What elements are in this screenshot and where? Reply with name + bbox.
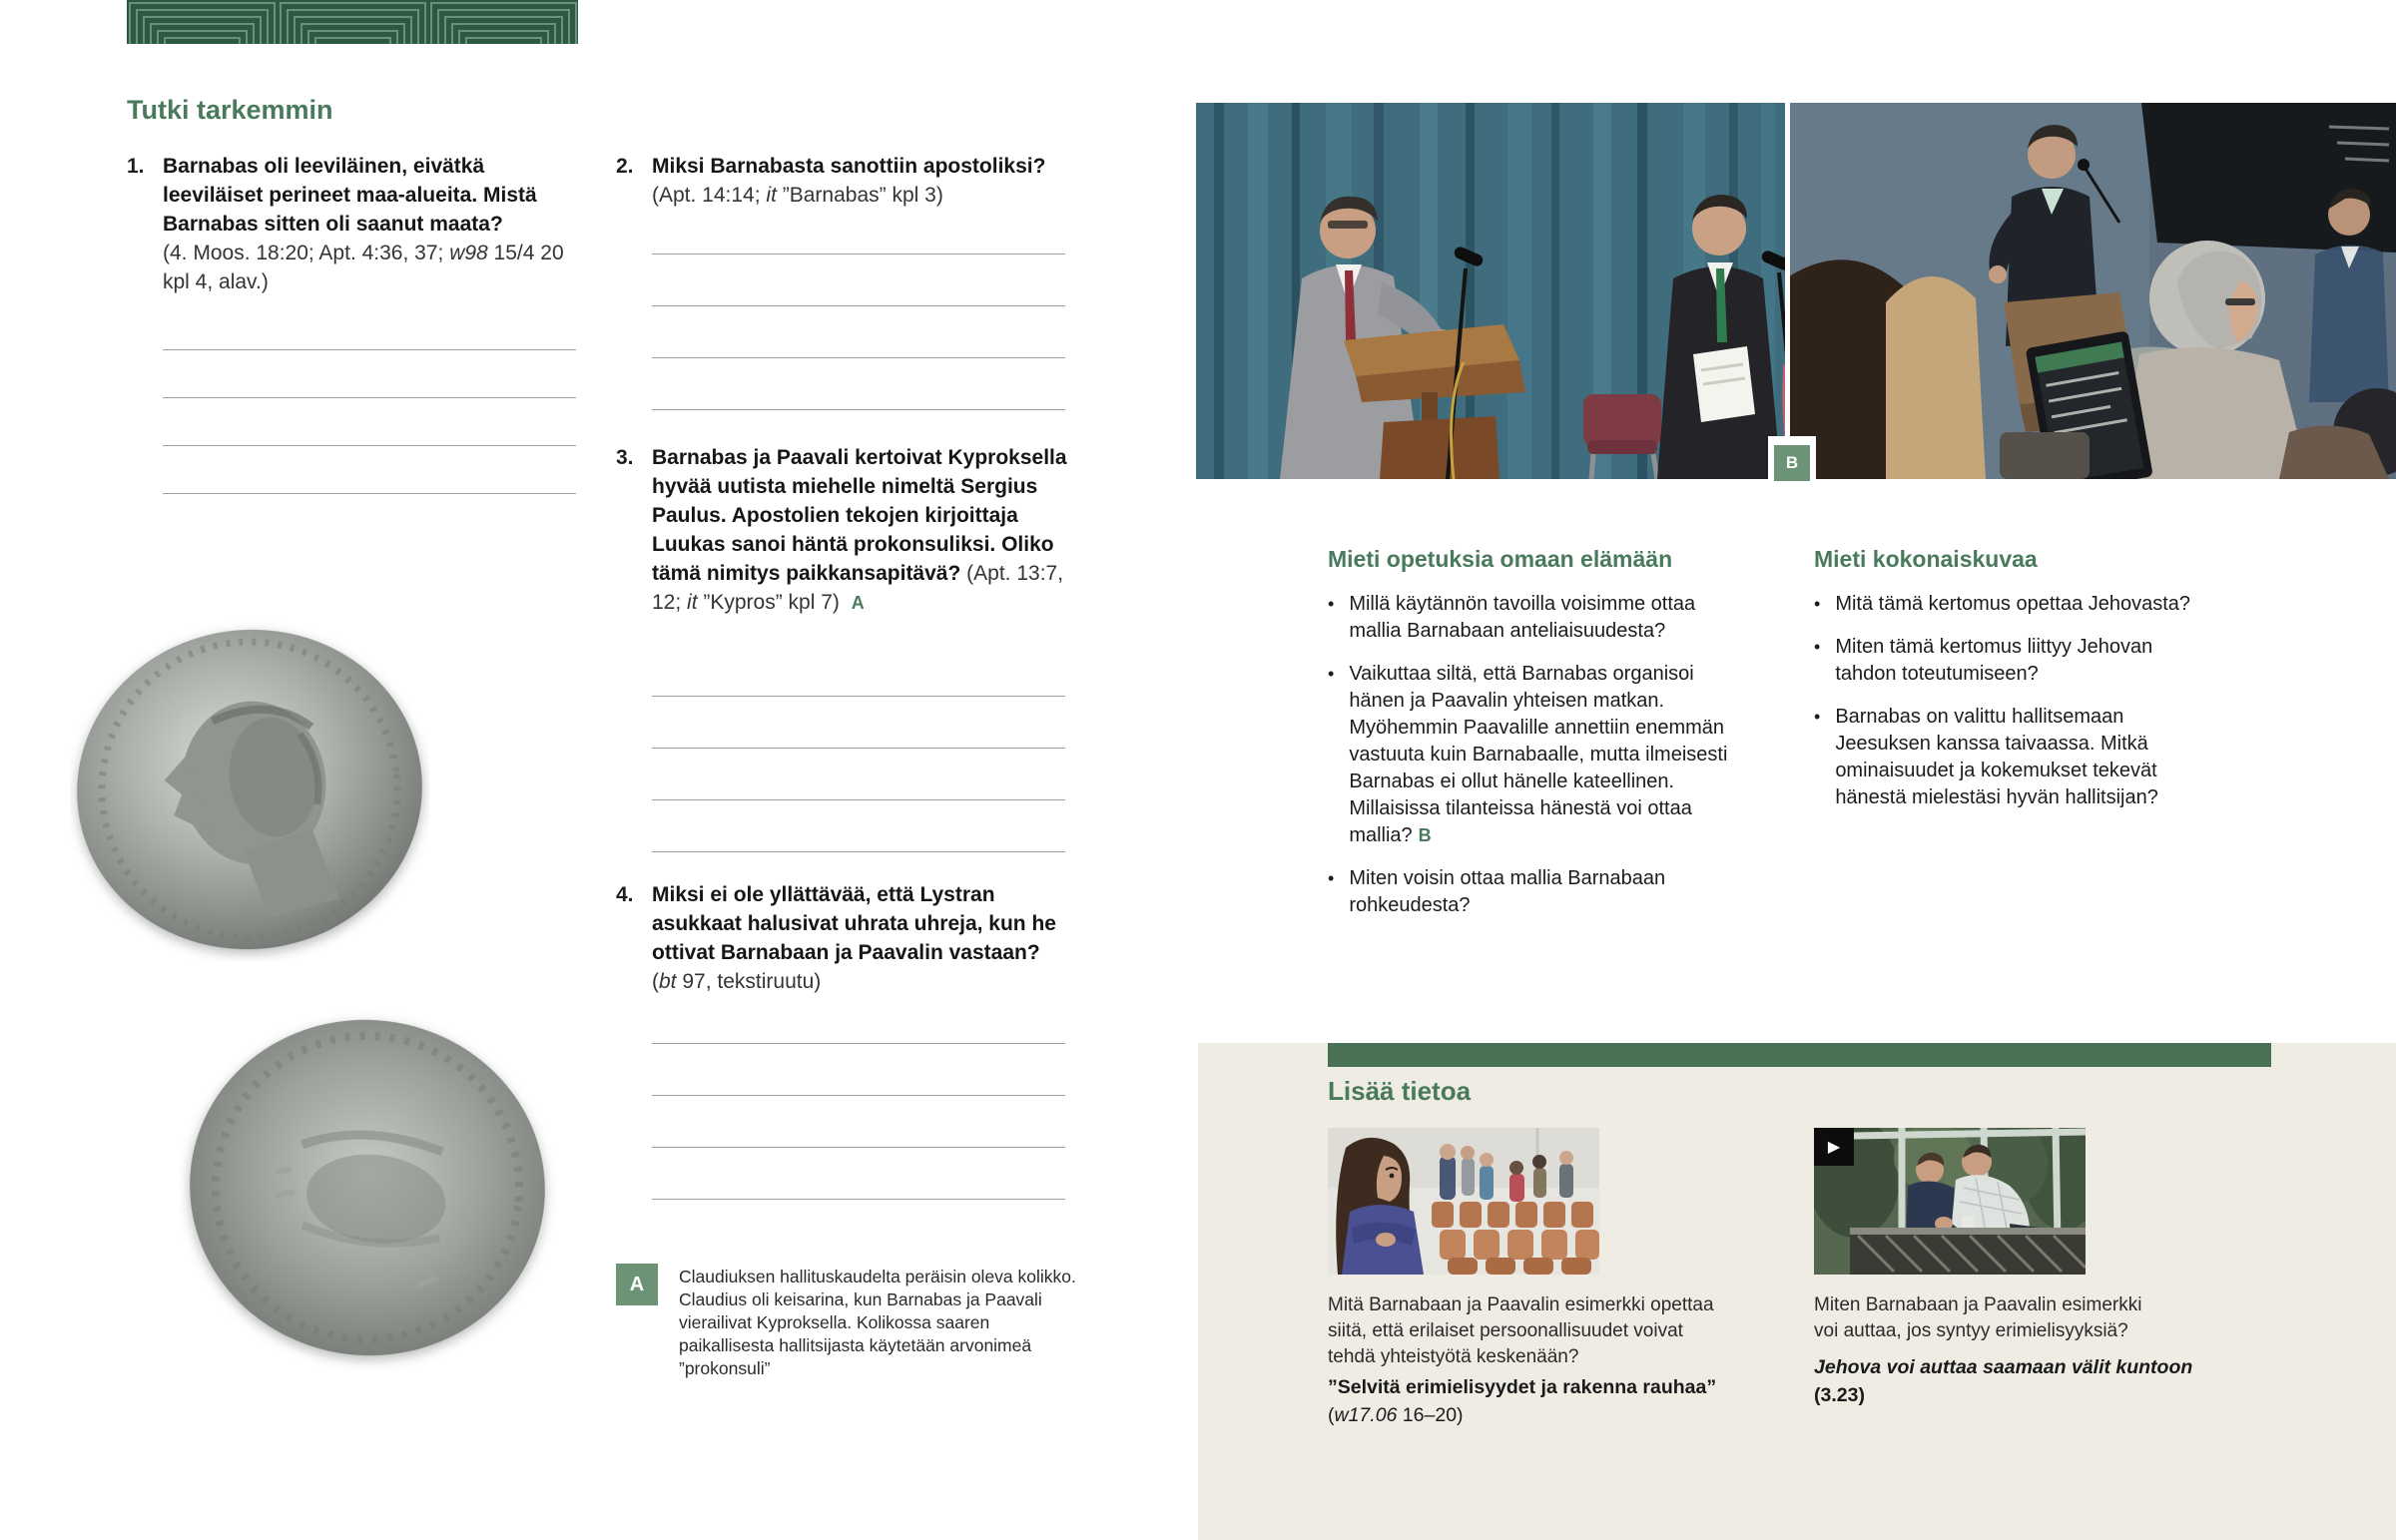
bullet-dot	[1814, 634, 1820, 688]
answer-line	[652, 748, 1065, 749]
bullet-dot	[1814, 704, 1820, 811]
question-3-ref-post: ”Kypros” kpl 7)	[697, 591, 840, 614]
question-1-ref-post: 15/4 20 kpl 4, alav.)	[163, 242, 564, 293]
answer-line	[652, 696, 1065, 697]
coin-reverse-image	[178, 1003, 557, 1377]
question-1-text	[163, 152, 582, 296]
question-1-reference	[163, 239, 582, 296]
apply-bullet-2-body: Vaikuttaa siltä, että Barnabas organisoi hänen ja Paavalin yhteisen matkan. Myöhemmin Paavalille annettiin enemmän vastuuta kuin Barnabaalle, mutta ilmeisesti Barnabas ei ollut hänelle kateellinen. Millaisissa tilanteissa hänestä voi ottaa mallia?	[1349, 663, 1728, 846]
question-2-text	[652, 152, 1071, 210]
answer-line	[652, 254, 1065, 255]
apply-section-title: Mieti opetuksia omaan elämään	[1328, 546, 1673, 572]
coin-obverse-graphic	[70, 622, 429, 961]
question-1-ref-pre: (4. Moos. 18:20; Apt. 4:36, 37;	[163, 242, 450, 264]
question-4-text	[652, 880, 1071, 996]
answer-line	[652, 851, 1065, 852]
article-ref-pre: (	[1328, 1404, 1335, 1426]
coin-obverse-image	[70, 622, 429, 966]
photo-b-badge	[1768, 436, 1816, 490]
green-accent-bar	[1328, 1043, 2271, 1067]
bullet-dot	[1328, 865, 1334, 919]
question-3-number: 3.	[616, 446, 634, 469]
apply-bullet-2-text	[1349, 661, 1739, 849]
video-thumbnail[interactable]	[1814, 1128, 2086, 1275]
stage-interview-photo	[1196, 103, 1785, 479]
question-3-ref-pre: (Apt. 13:7, 12;	[652, 562, 1064, 614]
answer-line	[652, 1147, 1065, 1148]
video-duration: (3.23)	[1814, 1384, 1865, 1406]
bullet-dot	[1328, 591, 1334, 645]
railing	[1850, 1228, 2086, 1275]
more-info-panel	[1198, 1043, 2396, 1540]
answer-line	[652, 799, 1065, 800]
question-2-number: 2.	[616, 155, 634, 178]
answer-line	[652, 305, 1065, 306]
video-thumbnail-graphic	[1814, 1128, 2086, 1275]
question-4-ref-pre: (	[652, 970, 659, 993]
conference-thumbnail-graphic	[1328, 1128, 1599, 1275]
more-info-title: Lisää tietoa	[1328, 1076, 1472, 1106]
big-picture-section-title: Mieti kokonaiskuvaa	[1814, 546, 2038, 572]
question-1-bold: Barnabas oli leeviläinen, eivätkä leeviläiset perineet maa-alueita. Mistä Barnabas sitten oli saanut maata?	[163, 155, 537, 236]
caption-a	[616, 1264, 1076, 1378]
question-1-ref-abbrev: w98	[449, 242, 488, 264]
question-2-ref-pre: (Apt. 14:14;	[652, 184, 767, 207]
pattern-banner-graphic	[127, 0, 578, 44]
question-2-bold: Miksi Barnabasta sanottiin apostoliksi?	[652, 155, 1046, 178]
answer-line	[652, 1043, 1065, 1044]
bullet-dot	[1814, 591, 1820, 618]
congregation-graphic	[1790, 103, 2396, 479]
article-question: Mitä Barnabaan ja Paavalin esimerkki opettaa siitä, että erilaiset persoonallisuudet voivat tehdä yhteistyötä keskenään?	[1328, 1294, 1714, 1367]
caption-a-text: Claudiuksen hallituskaudelta peräisin oleva kolikko. Claudius oli keisarina, kun Barnabas ja Paavali vierailivat Kyproksella. Kolikossa saaren paikallisesta hallitsijasta käytetään arvonimeä ”prokonsuli”	[679, 1267, 1076, 1378]
caption-a-badge: A	[616, 1264, 658, 1305]
play-icon[interactable]: ▶	[1814, 1128, 1854, 1166]
congregation-photo	[1790, 103, 2396, 479]
question-2-ref-abbrev: it	[766, 184, 777, 207]
question-3-bold: Barnabas ja Paavali kertoivat Kyproksella hyvää uutista miehelle nimeltä Sergius Paulus. Apostolien tekojen kirjoittaja Luukas sanoi häntä prokonsuliksi. Oliko tämä nimitys paikkansapitävä?	[652, 446, 1067, 585]
image-marker-b: B	[1418, 825, 1432, 845]
video-title-link[interactable]: Jehova voi auttaa saamaan välit kuntoon	[1814, 1356, 2193, 1378]
article-title-link[interactable]: ”Selvitä erimielisyydet ja rakenna rauhaa”	[1328, 1376, 1717, 1398]
article-ref-post: 16–20)	[1397, 1404, 1464, 1426]
question-4-bold: Miksi ei ole yllättävää, että Lystran asukkaat halusivat uhrata uhreja, kun he ottivat Barnabaan ja Paavalin vastaan?	[652, 883, 1056, 964]
decorative-pattern-banner	[127, 0, 578, 44]
answer-line	[163, 397, 576, 398]
big-picture-bullet-2-text: Miten tämä kertomus liittyy Jehovan tahdon toteutumiseen?	[1835, 636, 2153, 685]
answer-line	[652, 409, 1065, 410]
question-4-ref-post: 97, tekstiruutu)	[676, 970, 822, 993]
big-picture-bullet-2	[1814, 634, 2213, 688]
question-3-text	[652, 443, 1071, 618]
apply-bullet-2	[1328, 661, 1739, 849]
answer-line	[652, 1199, 1065, 1200]
image-marker-a: A	[851, 593, 865, 613]
apply-bullet-1-text: Millä käytännön tavoilla voisimme ottaa mallia Barnabaan anteliaisuudesta?	[1349, 593, 1696, 642]
answer-line	[652, 1095, 1065, 1096]
article-ref-abbrev: w17.06	[1334, 1404, 1398, 1426]
question-2-reference	[652, 181, 1071, 210]
question-3-ref-abbrev: it	[687, 591, 698, 614]
big-picture-bullet-list	[1814, 591, 2213, 827]
big-picture-bullet-1	[1814, 591, 2213, 618]
page-title: Tutki tarkemmin	[127, 95, 333, 125]
question-2-ref-post: ”Barnabas” kpl 3)	[776, 184, 943, 207]
answer-line	[163, 445, 576, 446]
apply-bullet-1	[1328, 591, 1739, 645]
apply-bullet-3	[1328, 865, 1739, 919]
photo-b-badge-label: B	[1774, 445, 1810, 481]
question-4-ref-abbrev: bt	[659, 970, 677, 993]
article-thumbnail[interactable]	[1328, 1128, 1599, 1275]
apply-bullet-3-text: Miten voisin ottaa mallia Barnabaan rohkeudesta?	[1349, 867, 1666, 916]
coin-reverse-graphic	[178, 1003, 557, 1372]
big-picture-bullet-1-text: Mitä tämä kertomus opettaa Jehovasta?	[1835, 593, 2191, 615]
big-picture-bullet-3	[1814, 704, 2213, 811]
article-reference	[1328, 1402, 1464, 1428]
answer-line	[163, 493, 576, 494]
question-1-number: 1.	[127, 155, 145, 178]
question-4-number: 4.	[616, 883, 634, 906]
apply-bullet-list	[1328, 591, 1739, 935]
stage-interview-graphic	[1196, 103, 1785, 479]
big-picture-bullet-3-text: Barnabas on valittu hallitsemaan Jeesuksen kanssa taivaassa. Mitkä ominaisuudet ja kokemukset tekevät hänestä mielestäsi hyvän hallitsijan?	[1835, 706, 2158, 808]
video-question: Miten Barnabaan ja Paavalin esimerkki voi auttaa, jos syntyy erimielisyyksiä?	[1814, 1294, 2142, 1341]
answer-line	[652, 357, 1065, 358]
bullet-dot	[1328, 661, 1334, 849]
question-4-reference	[652, 967, 1071, 996]
answer-line	[163, 349, 576, 350]
